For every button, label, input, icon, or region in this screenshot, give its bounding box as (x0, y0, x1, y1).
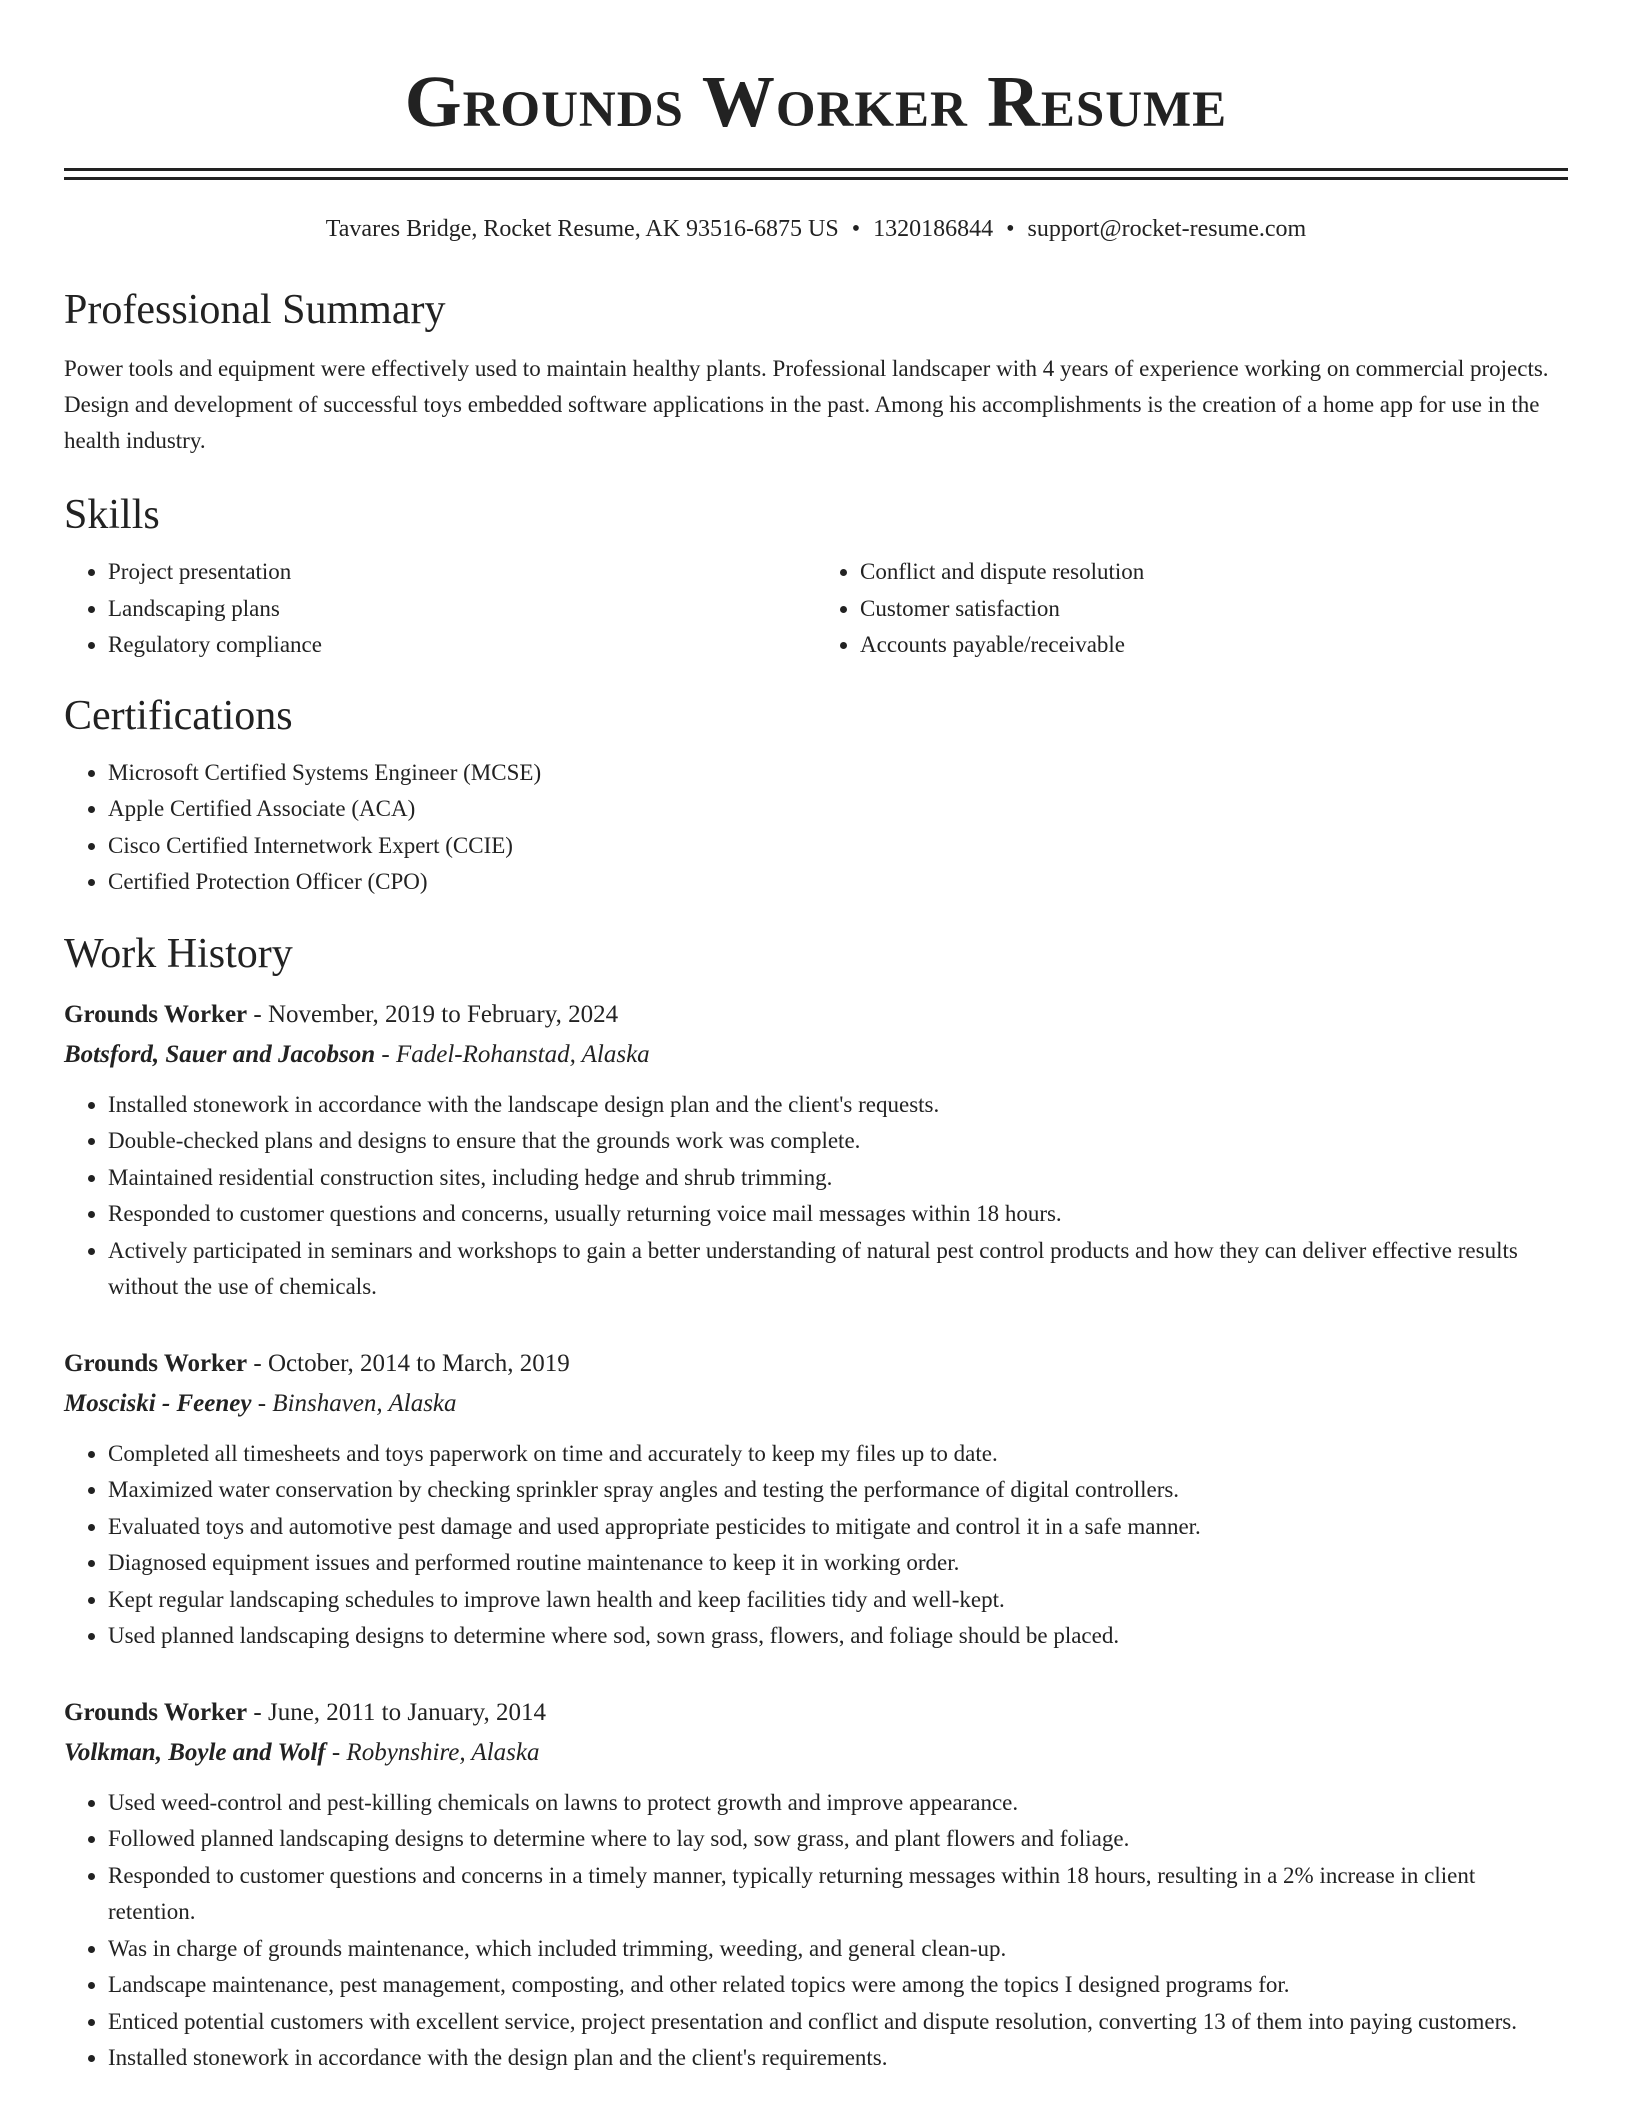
skill-item: • Customer satisfaction (860, 591, 1568, 628)
certification-item: • Cisco Certified Internetwork Expert (CCIE) (108, 828, 1568, 865)
job-bullet: • Responded to customer questions and concerns, usually returning voice mail messages within 18 hours. (108, 1196, 1568, 1233)
contact-line (64, 212, 1568, 246)
certification-item: • Microsoft Certified Systems Engineer (MCSE) (108, 755, 1568, 792)
job-title: Grounds Worker (64, 1000, 248, 1028)
job-bullet: • Installed stonework in accordance with the design plan and the client's requirements. (108, 2040, 1568, 2077)
contact-address: Tavares Bridge, Rocket Resume, AK 93516-6875 US (325, 216, 839, 242)
job-bullet: • Actively participated in seminars and workshops to gain a better understanding of natural pest control products and how they can deliver effective results without the use of chemicals. (108, 1233, 1568, 1306)
contact-email: support@rocket-resume.com (1027, 216, 1307, 242)
job-company: Volkman, Boyle and Wolf (64, 1738, 326, 1766)
certification-item: • Apple Certified Associate (ACA) (108, 791, 1568, 828)
job-bullet: • Kept regular landscaping schedules to improve lawn health and keep facilities tidy and well-kept. (108, 1582, 1568, 1619)
job-company-line (64, 1735, 1568, 1771)
skill-item: • Conflict and dispute resolution (860, 554, 1568, 591)
job-company-line (64, 1386, 1568, 1422)
job-entry (64, 1346, 1568, 1655)
job-bullet: • Enticed potential customers with excellent service, project presentation and conflict and dispute resolution, converting 13 of them into paying customers. (108, 2004, 1568, 2041)
job-entry (64, 997, 1568, 1306)
job-bullets (64, 1087, 1568, 1306)
job-location: - Robynshire, Alaska (325, 1738, 540, 1766)
job-location: - Fadel-Rohanstad, Alaska (375, 1040, 650, 1068)
job-entry (64, 1695, 1568, 2077)
summary-text: Power tools and equipment were effectively used to maintain healthy plants. Professional landscaper with 4 years of experience working on commercial projects. Design and development of successful toys embedded software applications in the past. Among his accomplishments is the creation of a home app for use in the health industry. (64, 356, 1549, 453)
job-bullets (64, 1436, 1568, 1655)
job-bullet: • Completed all timesheets and toys paperwork on time and accurately to keep my files up to date. (108, 1436, 1568, 1473)
job-dates: - June, 2011 to January, 2014 (247, 1698, 546, 1726)
job-title: Grounds Worker (64, 1698, 248, 1726)
job-bullet: • Installed stonework in accordance with the landscape design plan and the client's requests. (108, 1087, 1568, 1124)
job-bullet: • Landscape maintenance, pest management, composting, and other related topics were among the topics I designed programs for. (108, 1967, 1568, 2004)
resume-title: Grounds Worker Resume (404, 61, 1228, 142)
job-bullet: • Double-checked plans and designs to ensure that the grounds work was complete. (108, 1123, 1568, 1160)
skills-heading: Skills (64, 492, 160, 538)
job-bullets (64, 1785, 1568, 2077)
job-title-line (64, 1346, 1568, 1382)
contact-phone: 1320186844 (873, 216, 994, 242)
skills-right-list (816, 554, 1568, 664)
job-location: - Binshaven, Alaska (251, 1389, 457, 1417)
job-bullet: • Was in charge of grounds maintenance, which included trimming, weeding, and general clean-up. (108, 1931, 1568, 1968)
job-dates: - November, 2019 to February, 2024 (247, 1000, 619, 1028)
job-title: Grounds Worker (64, 1349, 248, 1377)
certifications-list (64, 755, 1568, 901)
job-company-line (64, 1037, 1568, 1073)
job-bullet: • Evaluated toys and automotive pest damage and used appropriate pesticides to mitigate and control it in a safe manner. (108, 1509, 1568, 1546)
work-history-heading: Work History (64, 930, 293, 977)
job-title-line (64, 1695, 1568, 1731)
job-title-line (64, 997, 1568, 1033)
job-bullet: • Maintained residential construction sites, including hedge and shrub trimming. (108, 1160, 1568, 1197)
skills-columns (64, 554, 1568, 664)
job-bullet: • Diagnosed equipment issues and performed routine maintenance to keep it in working order. (108, 1545, 1568, 1582)
job-bullet: • Used weed-control and pest-killing chemicals on lawns to protect growth and improve appearance. (108, 1785, 1568, 1822)
job-bullet: • Used planned landscaping designs to determine where sod, sown grass, flowers, and foliage should be placed. (108, 1618, 1568, 1655)
job-bullet: • Followed planned landscaping designs to determine where to lay sod, sow grass, and plant flowers and foliage. (108, 1821, 1568, 1858)
summary-heading: Professional Summary (64, 287, 446, 333)
skill-item: • Project presentation (108, 554, 816, 591)
skill-item: • Regulatory compliance (108, 627, 816, 664)
skill-item: • Accounts payable/receivable (860, 627, 1568, 664)
skill-item: • Landscaping plans (108, 591, 816, 628)
job-company: Mosciski - Feeney (64, 1389, 252, 1417)
job-bullet: • Responded to customer questions and concerns in a timely manner, typically returning messages within 18 hours, resulting in a 2% increase in client retention. (108, 1858, 1568, 1931)
resume-page (64, 0, 1568, 2077)
skills-left-list (64, 554, 816, 664)
title-divider-top (64, 168, 1568, 171)
job-company: Botsford, Sauer and Jacobson (64, 1040, 376, 1068)
certification-item: • Certified Protection Officer (CPO) (108, 864, 1568, 901)
job-dates: - October, 2014 to March, 2019 (247, 1349, 570, 1377)
title-divider-bottom (64, 177, 1568, 180)
contact-separator: • (851, 216, 861, 242)
contact-separator: • (1006, 216, 1015, 242)
certifications-heading: Certifications (64, 692, 293, 739)
job-bullet: • Maximized water conservation by checking sprinkler spray angles and testing the performance of digital controllers. (108, 1472, 1568, 1509)
